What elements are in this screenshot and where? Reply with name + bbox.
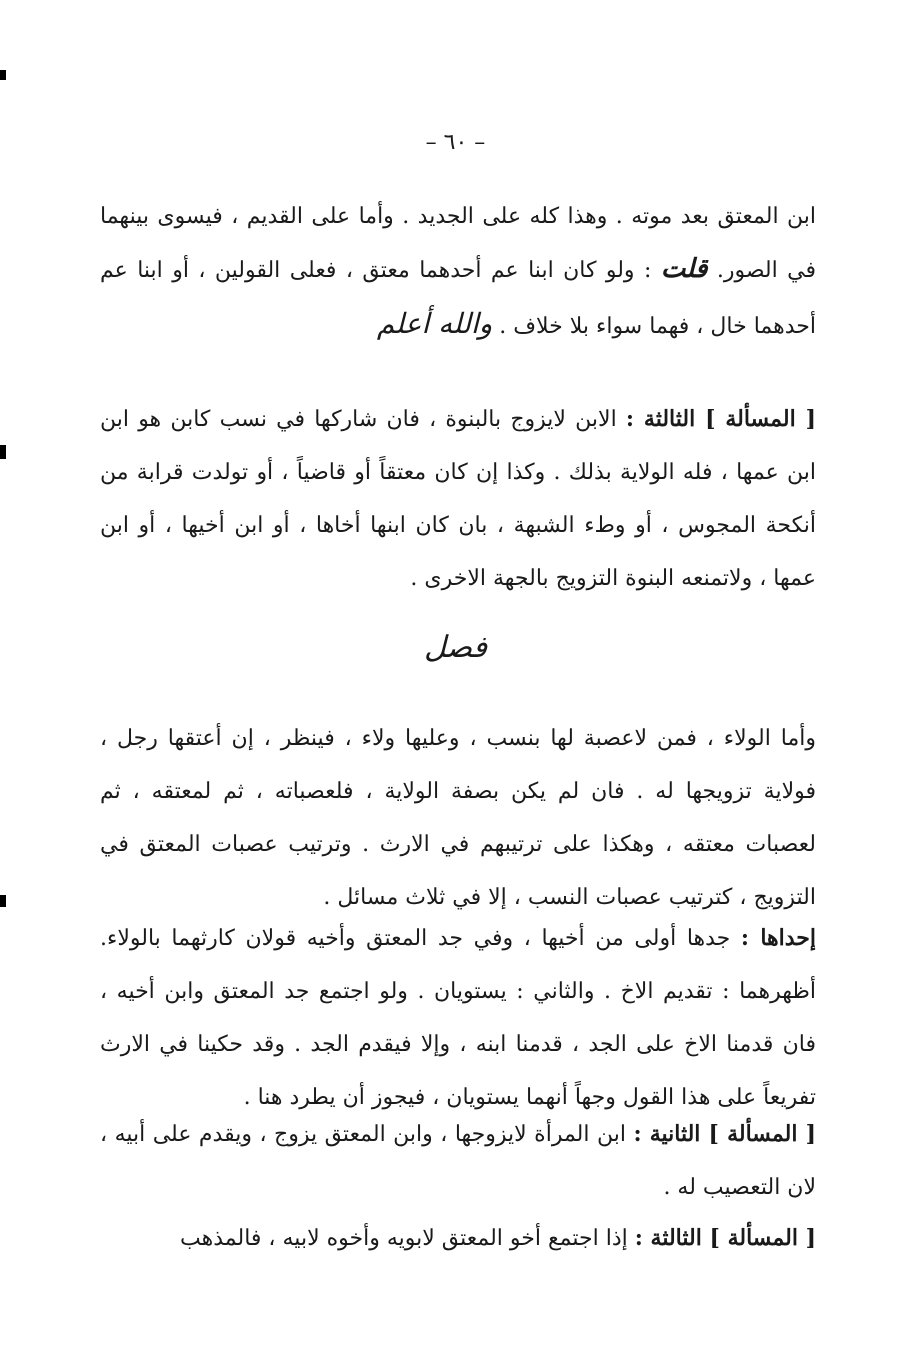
scan-edge-mark	[0, 70, 6, 80]
item-text: جدها أولى من أخيها ، وفي جد المعتق وأخيه قولان كارثهما بالولاء. أظهرهما : تقديم الاخ . والثاني : يستويان . ولو اجتمع جد المعتق وابن أخيه ، فان قدمنا الاخ على الجد ، قدمنا ابنه ، وإلا فيقدم الجد . وقد حكينا في الارث تفريعاً على هذا القول وجهاً أنهما يستويان ، فيجوز أن يطرد هنا .	[100, 926, 816, 1110]
section-heading: فصل	[423, 630, 488, 665]
paragraph-6	[100, 1212, 816, 1265]
issue-label: [ المسألة ] الثالثة :	[634, 1225, 816, 1251]
note-word-qultu: قلت	[660, 254, 708, 284]
scan-edge-mark	[0, 895, 6, 907]
para1-line2: : ولو كان ابنا عم أحدهما معتق ، فعلى القولين ، أو ابنا عم أحدهما	[100, 258, 816, 339]
issue-text: إذا اجتمع أخو المعتق لابويه وأخوه لابيه ، فالمذهب	[180, 1226, 628, 1251]
para1-line1: ابن المعتق بعد موته . وهذا كله على الجديد . وأما على القديم ، فيسوى بينهما في الصور.	[100, 204, 817, 283]
item-label: إحداها :	[740, 925, 816, 951]
page-number: – ٦٠ –	[425, 130, 486, 155]
paragraph-4	[100, 912, 816, 1124]
closing-formula: والله أعلم	[376, 307, 493, 340]
paragraph-3	[100, 712, 816, 924]
issue-label: [ المسألة ] الثالثة :	[625, 406, 816, 432]
issue-text: ابن المرأة لايزوجها ، وابن المعتق يزوج ، ويقدم على أبيه ، لان التعصيب له .	[100, 1122, 816, 1200]
issue-label: [ المسألة ] الثانية :	[633, 1121, 817, 1147]
paragraph-5	[100, 1108, 816, 1214]
para1-line3: خال ، فهما سواء بلا خلاف .	[499, 314, 747, 339]
paragraph-1	[100, 190, 816, 353]
scan-edge-mark	[0, 445, 6, 459]
paragraph-2	[100, 393, 816, 605]
para3-text: وأما الولاء ، فمن لاعصبة لها بنسب ، وعليها ولاء ، فينظر ، إن أعتقها رجل ، فولاية تزويجها له . فان لم يكن بصفة الولاية ، فلعصباته ، ثم لمعتقه ، ثم لعصبات معتقه ، وهكذا على ترتيبهم في الارث . وترتيب عصبات المعتق في التزويج ، كترتيب عصبات النسب ، إلا في ثلاث مسائل .	[100, 726, 816, 910]
issue-text: الابن لايزوج بالبنوة ، فان شاركها في نسب كابن هو ابن ابن عمها ، فله الولاية بذلك . وكذا إن كان معتقاً أو قاضياً ، أو تولدت قرابة من أنكحة المجوس ، أو وطء الشبهة ، بان كان ابنها أخاها ، أو ابن أخيها ، أو ابن عمها ، ولاتمنعه البنوة التزويج بالجهة الاخرى .	[100, 407, 816, 591]
